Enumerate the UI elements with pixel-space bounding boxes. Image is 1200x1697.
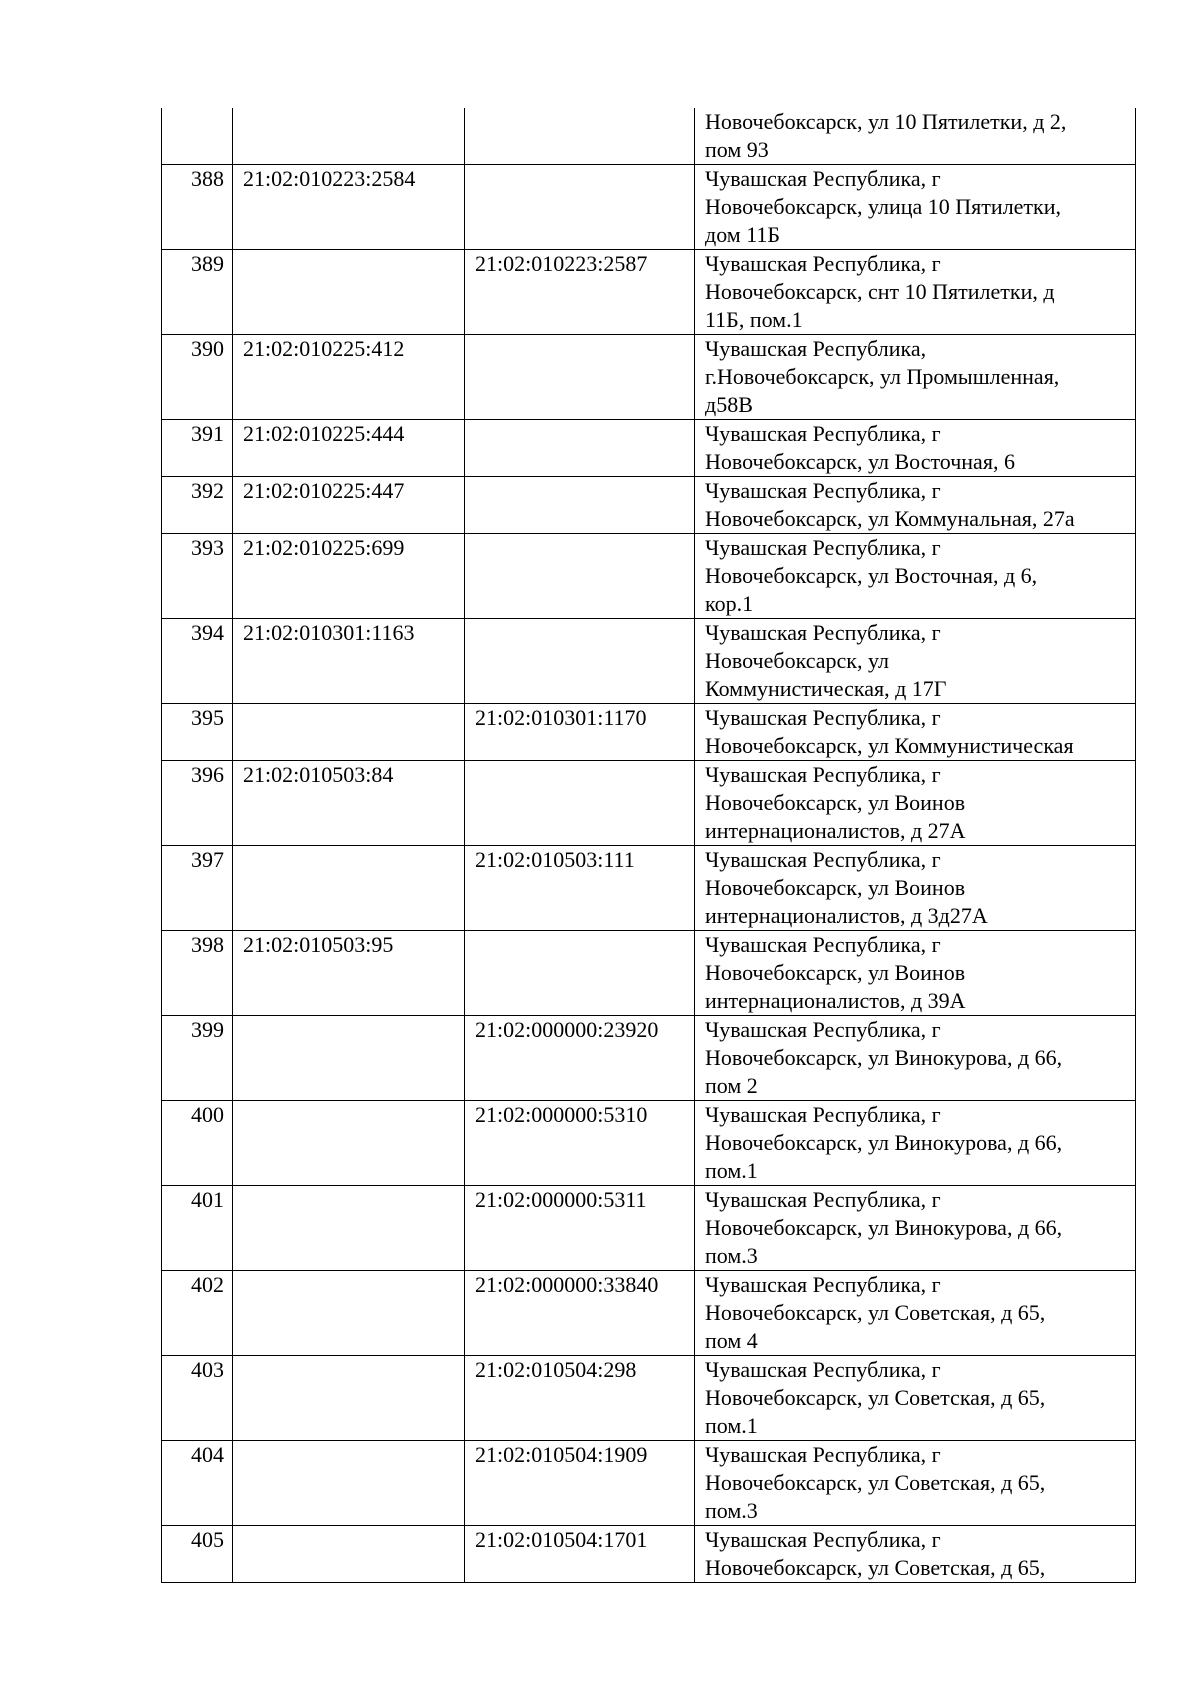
object-cadastral-cell	[465, 761, 695, 846]
address-cell: Чувашская Республика, г Новочебоксарск, ул Советская, д 65,	[695, 1526, 1136, 1583]
address-cell: Новочебоксарск, ул 10 Пятилетки, д 2, пом 93	[695, 108, 1136, 165]
table-row	[162, 1271, 1136, 1356]
land-cadastral-cell: 21:02:010503:84	[233, 761, 465, 846]
table-row	[162, 1101, 1136, 1186]
object-cadastral-cell: 21:02:010504:1701	[465, 1526, 695, 1583]
object-cadastral-cell: 21:02:010301:1170	[465, 704, 695, 761]
object-cadastral-cell: 21:02:000000:5311	[465, 1186, 695, 1271]
land-cadastral-cell: 21:02:010503:95	[233, 931, 465, 1016]
land-cadastral-cell: 21:02:010225:412	[233, 335, 465, 420]
land-cadastral-cell	[233, 1101, 465, 1186]
table-row	[162, 1186, 1136, 1271]
address-cell: Чувашская Республика, г Новочебоксарск, ул Восточная, 6	[695, 420, 1136, 477]
object-cadastral-cell	[465, 619, 695, 704]
table-body	[162, 108, 1136, 1583]
row-number-cell: 390	[162, 335, 233, 420]
land-cadastral-cell	[233, 250, 465, 335]
address-cell: Чувашская Республика, г Новочебоксарск, ул Воинов интернационалистов, д 3д27А	[695, 846, 1136, 931]
land-cadastral-cell	[233, 1441, 465, 1526]
row-number-cell: 398	[162, 931, 233, 1016]
object-cadastral-cell: 21:02:010223:2587	[465, 250, 695, 335]
table-row	[162, 931, 1136, 1016]
address-cell: Чувашская Республика, г Новочебоксарск, ул Воинов интернационалистов, д 27А	[695, 761, 1136, 846]
row-number-cell: 394	[162, 619, 233, 704]
object-cadastral-cell: 21:02:010503:111	[465, 846, 695, 931]
table-row	[162, 108, 1136, 165]
table-row	[162, 335, 1136, 420]
table-row	[162, 534, 1136, 619]
table-row	[162, 846, 1136, 931]
land-cadastral-cell	[233, 108, 465, 165]
land-cadastral-cell	[233, 846, 465, 931]
table-row	[162, 477, 1136, 534]
object-cadastral-cell	[465, 477, 695, 534]
land-cadastral-cell	[233, 1186, 465, 1271]
row-number-cell: 395	[162, 704, 233, 761]
address-cell: Чувашская Республика, г Новочебоксарск, ул Коммунистическая	[695, 704, 1136, 761]
land-cadastral-cell: 21:02:010225:699	[233, 534, 465, 619]
row-number-cell: 403	[162, 1356, 233, 1441]
row-number-cell: 399	[162, 1016, 233, 1101]
object-cadastral-cell	[465, 534, 695, 619]
land-cadastral-cell	[233, 1526, 465, 1583]
row-number-cell	[162, 108, 233, 165]
property-table	[161, 108, 1136, 1583]
table-row	[162, 619, 1136, 704]
address-cell: Чувашская Республика, г Новочебоксарск, ул Винокурова, д 66, пом 2	[695, 1016, 1136, 1101]
object-cadastral-cell	[465, 165, 695, 250]
address-cell: Чувашская Республика, г Новочебоксарск, ул Винокурова, д 66, пом.3	[695, 1186, 1136, 1271]
object-cadastral-cell: 21:02:010504:298	[465, 1356, 695, 1441]
table-row	[162, 1356, 1136, 1441]
row-number-cell: 388	[162, 165, 233, 250]
row-number-cell: 402	[162, 1271, 233, 1356]
object-cadastral-cell	[465, 108, 695, 165]
row-number-cell: 405	[162, 1526, 233, 1583]
land-cadastral-cell	[233, 1016, 465, 1101]
row-number-cell: 391	[162, 420, 233, 477]
table-row	[162, 1016, 1136, 1101]
address-cell: Чувашская Республика, г Новочебоксарск, ул Воинов интернационалистов, д 39А	[695, 931, 1136, 1016]
land-cadastral-cell: 21:02:010223:2584	[233, 165, 465, 250]
address-cell: Чувашская Республика, г Новочебоксарск, улица 10 Пятилетки, дом 11Б	[695, 165, 1136, 250]
row-number-cell: 404	[162, 1441, 233, 1526]
land-cadastral-cell	[233, 1356, 465, 1441]
object-cadastral-cell: 21:02:000000:5310	[465, 1101, 695, 1186]
table-row	[162, 1526, 1136, 1583]
land-cadastral-cell	[233, 704, 465, 761]
object-cadastral-cell: 21:02:000000:33840	[465, 1271, 695, 1356]
address-cell: Чувашская Республика, г Новочебоксарск, ул Восточная, д 6, кор.1	[695, 534, 1136, 619]
object-cadastral-cell	[465, 335, 695, 420]
row-number-cell: 392	[162, 477, 233, 534]
land-cadastral-cell: 21:02:010301:1163	[233, 619, 465, 704]
row-number-cell: 400	[162, 1101, 233, 1186]
land-cadastral-cell	[233, 1271, 465, 1356]
land-cadastral-cell: 21:02:010225:447	[233, 477, 465, 534]
address-cell: Чувашская Республика, г Новочебоксарск, ул Коммунальная, 27а	[695, 477, 1136, 534]
table-row	[162, 761, 1136, 846]
row-number-cell: 397	[162, 846, 233, 931]
address-cell: Чувашская Республика, г Новочебоксарск, ул Коммунистическая, д 17Г	[695, 619, 1136, 704]
row-number-cell: 401	[162, 1186, 233, 1271]
object-cadastral-cell: 21:02:010504:1909	[465, 1441, 695, 1526]
address-cell: Чувашская Республика, г Новочебоксарск, ул Советская, д 65, пом.3	[695, 1441, 1136, 1526]
table-row	[162, 250, 1136, 335]
address-cell: Чувашская Республика, г Новочебоксарск, ул Советская, д 65, пом.1	[695, 1356, 1136, 1441]
table-row	[162, 704, 1136, 761]
address-cell: Чувашская Республика, г Новочебоксарск, ул Винокурова, д 66, пом.1	[695, 1101, 1136, 1186]
object-cadastral-cell	[465, 420, 695, 477]
row-number-cell: 396	[162, 761, 233, 846]
address-cell: Чувашская Республика, г.Новочебоксарск, ул Промышленная, д58В	[695, 335, 1136, 420]
object-cadastral-cell: 21:02:000000:23920	[465, 1016, 695, 1101]
row-number-cell: 389	[162, 250, 233, 335]
address-cell: Чувашская Республика, г Новочебоксарск, снт 10 Пятилетки, д 11Б, пом.1	[695, 250, 1136, 335]
object-cadastral-cell	[465, 931, 695, 1016]
table-row	[162, 165, 1136, 250]
table-row	[162, 420, 1136, 477]
land-cadastral-cell: 21:02:010225:444	[233, 420, 465, 477]
table-row	[162, 1441, 1136, 1526]
address-cell: Чувашская Республика, г Новочебоксарск, ул Советская, д 65, пом 4	[695, 1271, 1136, 1356]
row-number-cell: 393	[162, 534, 233, 619]
